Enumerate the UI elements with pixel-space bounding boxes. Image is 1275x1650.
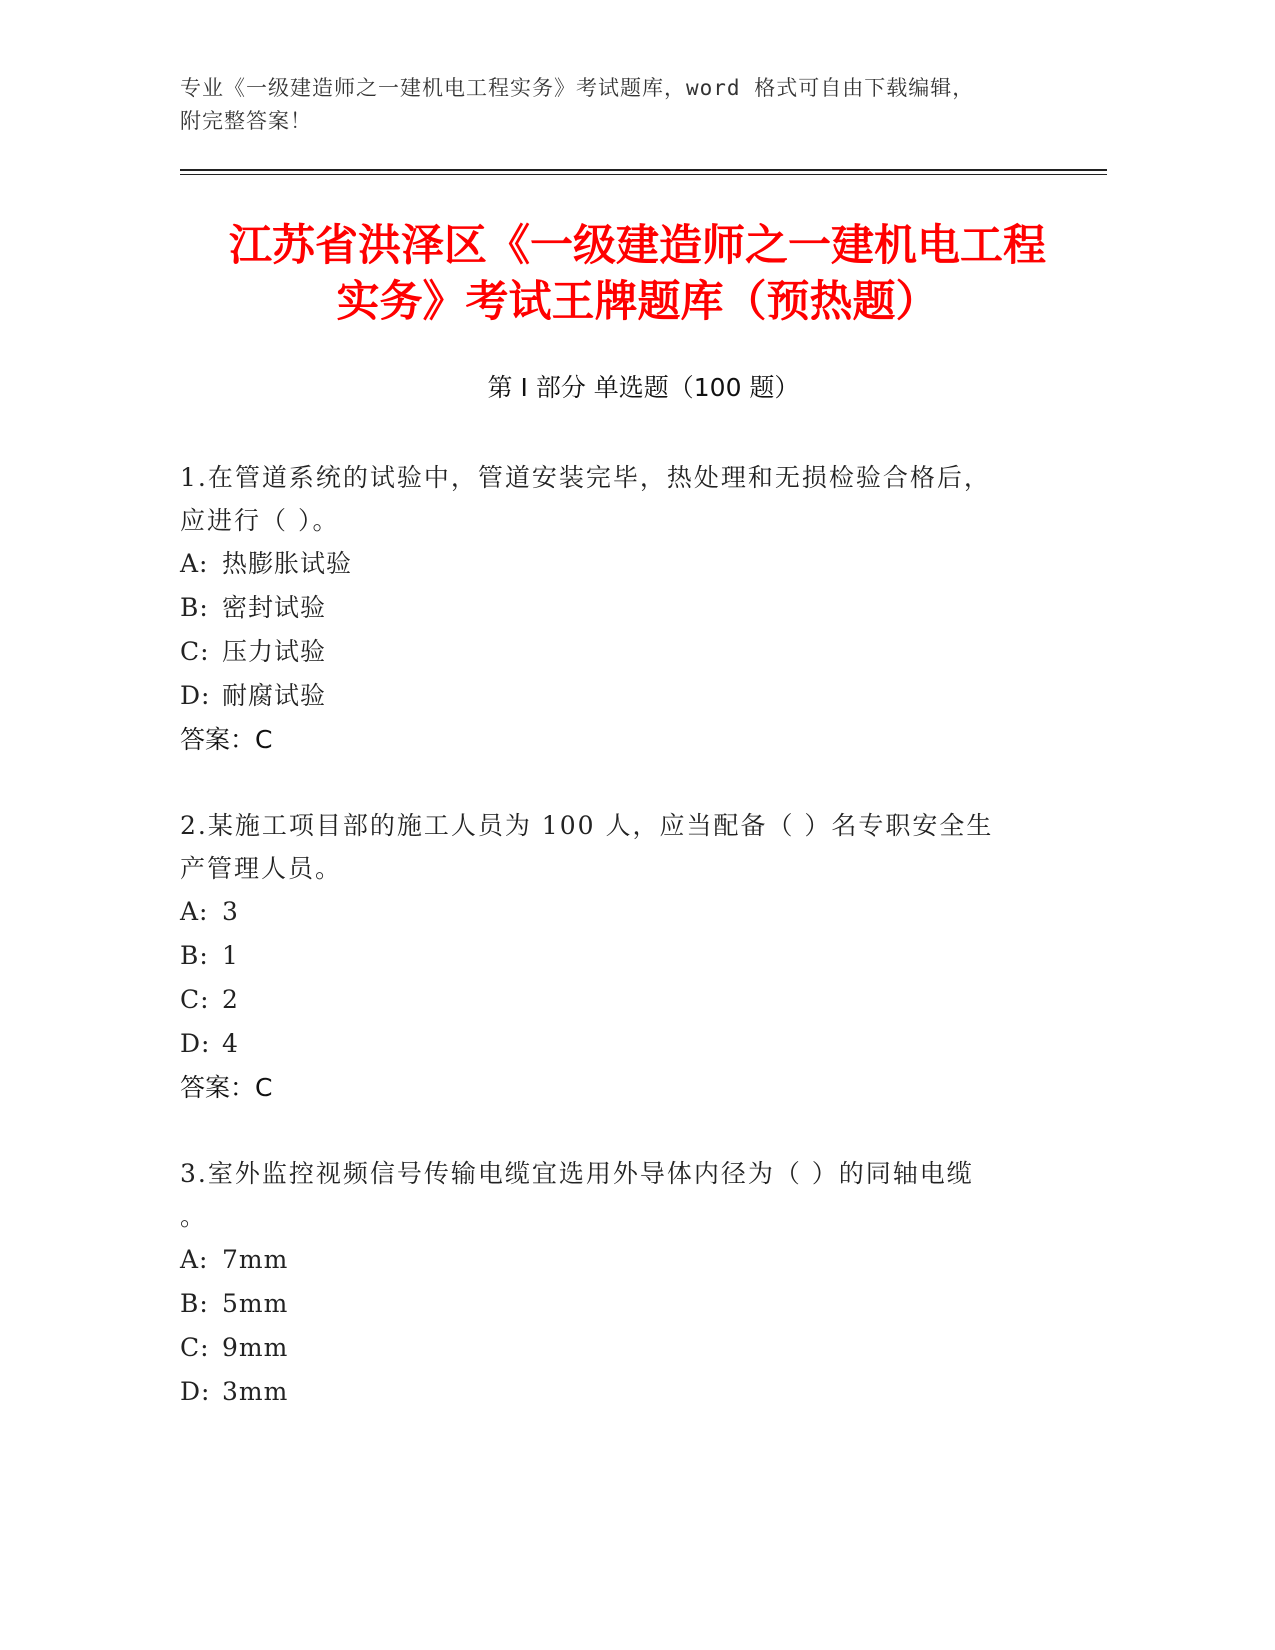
option-letter: B: (180, 1289, 209, 1318)
option-d (180, 674, 1040, 718)
option-text: 3mm (222, 1377, 289, 1406)
question-stem-line-2: 应进行（ ）。 (180, 506, 340, 535)
header-note (180, 72, 1060, 138)
option-text: 5mm (222, 1289, 289, 1318)
option-a (180, 1238, 1040, 1282)
question-1 (180, 456, 1040, 762)
option-letter: A: (180, 1245, 209, 1274)
option-text: 1 (222, 941, 239, 970)
option-b (180, 586, 1040, 630)
question-stem-line-1: 3.室外监控视频信号传输电缆宜选用外导体内径为（ ）的同轴电缆 (180, 1159, 974, 1188)
option-text: 密封试验 (222, 593, 327, 622)
header-divider-thin (180, 174, 1107, 175)
question-2 (180, 804, 1040, 1110)
section-title: 第 I 部分 单选题（100 题） (487, 373, 800, 402)
option-a (180, 542, 1040, 586)
option-a (180, 890, 1040, 934)
answer: 答案：C (180, 725, 273, 754)
header-note-line-2: 附完整答案！ (180, 109, 312, 133)
option-d (180, 1370, 1040, 1414)
document-title-line-1: 江苏省洪泽区《一级建造师之一建机电工程 (229, 221, 1046, 271)
option-c (180, 1326, 1040, 1370)
option-text: 2 (222, 985, 239, 1014)
header-divider-thick (180, 169, 1107, 171)
option-letter: C: (180, 1333, 210, 1362)
option-text: 3 (222, 897, 239, 926)
option-letter: D: (180, 1377, 211, 1406)
option-letter: B: (180, 941, 209, 970)
question-stem-line-1: 1.在管道系统的试验中，管道安装完毕，热处理和无损检验合格后， (180, 463, 991, 492)
option-b (180, 1282, 1040, 1326)
question-3 (180, 1152, 1040, 1414)
document-title (150, 218, 1125, 330)
header-note-line-1: 专业《一级建造师之一建机电工程实务》考试题库，word 格式可自由下载编辑， (180, 76, 975, 100)
option-letter: A: (180, 897, 209, 926)
answer: 答案：C (180, 1073, 273, 1102)
option-letter: B: (180, 593, 209, 622)
option-b (180, 934, 1040, 978)
option-letter: D: (180, 681, 211, 710)
option-letter: D: (180, 1029, 211, 1058)
option-text: 热膨胀试验 (222, 549, 353, 578)
option-c (180, 978, 1040, 1022)
option-letter: A: (180, 549, 209, 578)
option-text: 压力试验 (222, 637, 327, 666)
option-text: 耐腐试验 (222, 681, 327, 710)
document-title-line-2: 实务》考试王牌题库（预热题） (336, 277, 939, 327)
option-letter: C: (180, 637, 210, 666)
question-stem-line-1: 2.某施工项目部的施工人员为 100 人，应当配备（ ）名专职安全生 (180, 811, 994, 840)
option-d (180, 1022, 1040, 1066)
question-stem-line-2: 产管理人员。 (180, 854, 343, 883)
option-text: 7mm (222, 1245, 289, 1274)
option-letter: C: (180, 985, 210, 1014)
option-c (180, 630, 1040, 674)
option-text: 4 (222, 1029, 239, 1058)
option-text: 9mm (222, 1333, 289, 1362)
question-stem-line-2: 。 (180, 1202, 208, 1231)
